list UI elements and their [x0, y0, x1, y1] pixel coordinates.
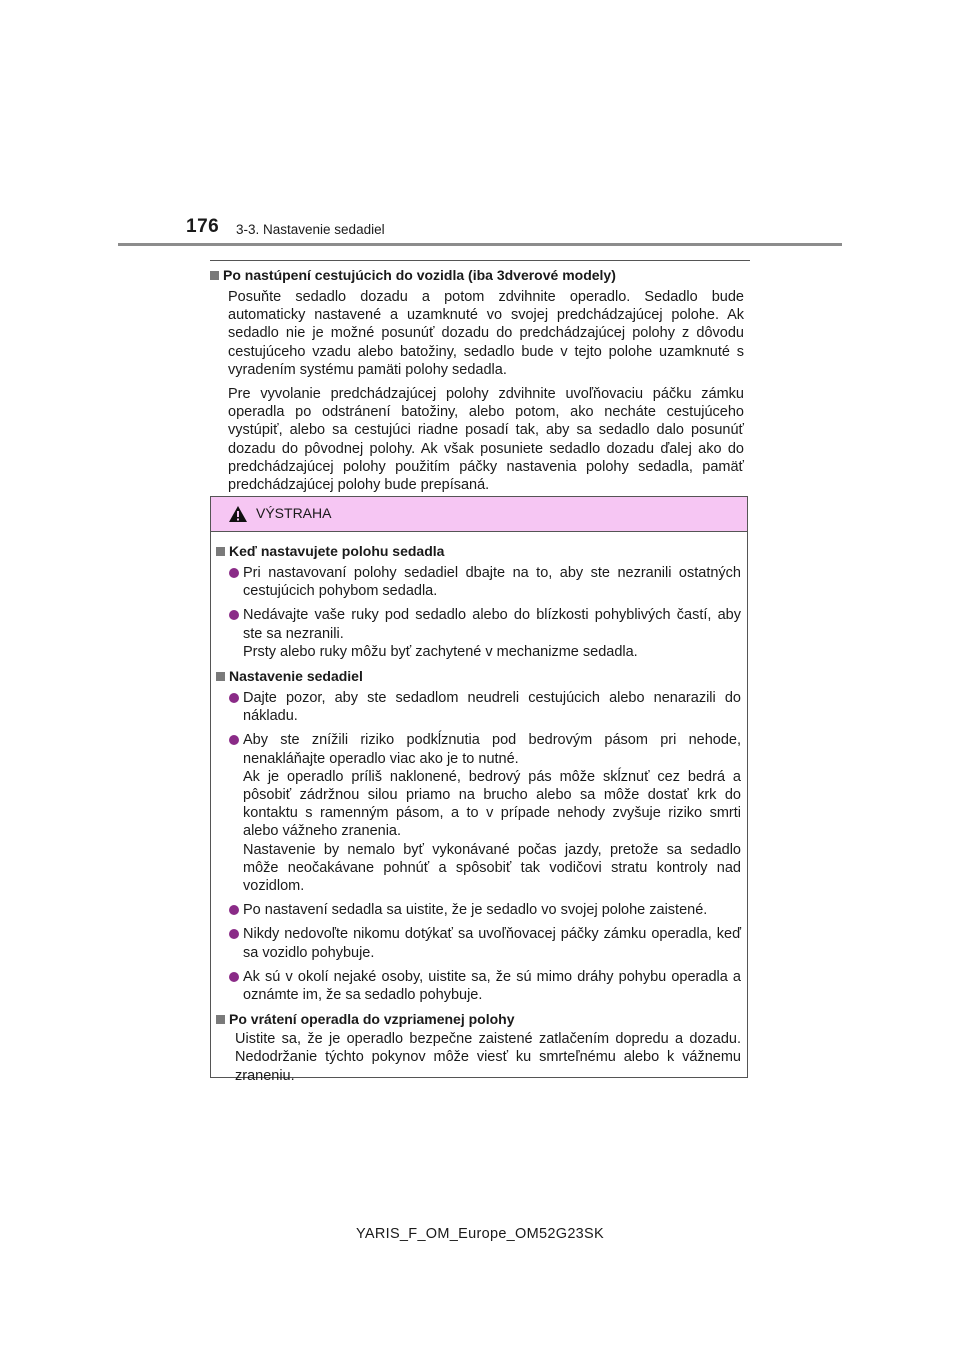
intro-paragraph: Pre vyvolanie predchádzajúcej polohy zdvihnite uvoľňovaciu páčku zámku operadla po odstránení batožiny, alebo potom, ako necháte cestujúceho vystúpiť, alebo sa cestujúci riadne posadí tak, aby sa sedadlo dalo posunúť dozadu do pôvodnej polohy. Ak však posuniete sedadlo dozadu ďalej ako do predchádzajúcej polohy použitím páčky nastavenia polohy sedadla, pamäť predchádzajúcej polohy bude prepísaná.	[228, 386, 744, 494]
warning-item-text: Pri nastavovaní polohy sedadiel dbajte na to, aby ste nezranili ostatných cestujúcich pohybom sedadla.	[243, 565, 741, 600]
warning-body	[211, 532, 747, 1085]
bullet-dot-icon	[229, 568, 239, 578]
warning-item	[216, 968, 741, 1004]
warning-item	[216, 925, 741, 961]
bullet-dot-icon	[229, 693, 239, 703]
square-bullet-icon	[216, 672, 225, 681]
warning-item-text: Nikdy nedovoľte nikomu dotýkať sa uvoľňovacej páčky zámku operadla, keď sa vozidlo pohybuje.	[243, 926, 741, 961]
warning-final-text: Uistite sa, že je operadlo bezpečne zaistené zatlačením dopredu a dozadu. Nedodržanie týchto pokynov môže viesť ku smrteľnému alebo k vážnemu zraneniu.	[235, 1031, 741, 1084]
header-rule	[118, 243, 842, 246]
intro-heading	[210, 266, 744, 284]
intro-paragraph: Posuňte sedadlo dozadu a potom zdvihnite operadlo. Sedadlo bude automaticky nastavené a uzamknuté vo svojej predchádzajúcej polohe. Ak sedadlo nie je možné posunúť dozadu do predchádzajúcej polohy z dôvodu cestujúceho vzadu alebo batožiny, sedadlo bude v tejto polohe uzamknuté s vyradením systému pamäti polohy sedadla.	[228, 289, 744, 378]
warning-item	[216, 731, 741, 895]
content-top-rule	[210, 260, 750, 261]
intro-heading-text: Po nastúpení cestujúcich do vozidla (iba 3dverové modely)	[223, 267, 616, 283]
warning-item-text: Ak je operadlo príliš naklonené, bedrový pás môže skĺznuť cez bedrá a pôsobiť zádržnou silou priamo na brucho alebo sa môže dostať krk do kontaktu s ramenným pásom, a to v prípade nehody zvyšuje riziko smrti alebo vážneho zranenia.	[243, 768, 741, 840]
intro-section	[210, 266, 744, 500]
bullet-dot-icon	[229, 610, 239, 620]
bullet-dot-icon	[229, 905, 239, 915]
warning-item-text: Prsty alebo ruky môžu byť zachytené v mechanizme sedadla.	[243, 643, 638, 660]
bullet-dot-icon	[229, 929, 239, 939]
square-bullet-icon	[216, 1015, 225, 1024]
square-bullet-icon	[216, 547, 225, 556]
warning-item-text: Nastavenie by nemalo byť vykonávané počas jazdy, pretože sa sedadlo môže neočakávane pohnúť a spôsobiť tak vodičovi stratu kontroly nad vozidlom.	[243, 841, 741, 895]
square-bullet-icon	[210, 271, 219, 280]
warning-title: VÝSTRAHA	[256, 505, 332, 521]
warning-item-text: Po nastavení sedadla sa uistite, že je sedadlo vo svojej polohe zaistené.	[243, 902, 708, 919]
warning-item	[216, 564, 741, 600]
page-number: 176	[186, 216, 220, 237]
warning-header	[211, 497, 747, 532]
footer-code: YARIS_F_OM_Europe_OM52G23SK	[355, 1226, 604, 1242]
warning-triangle-icon	[228, 505, 248, 523]
warning-item-text: Aby ste znížili riziko podkĺznutia pod bedrovým pásom pri nehode, nenakláňajte operadlo viac ako je to nutné.	[243, 732, 741, 767]
warning-item-text: Nedávajte vaše ruky pod sedadlo alebo do blízkosti pohyblivých častí, aby ste sa nezranili.	[243, 607, 741, 642]
warning-heading	[216, 667, 741, 685]
warning-heading-text: Nastavenie sedadiel	[229, 668, 363, 685]
warning-item-text: Dajte pozor, aby ste sedadlom neudreli cestujúcich alebo nenarazili do nákladu.	[243, 690, 741, 725]
warning-item	[216, 689, 741, 725]
section-title: 3-3. Nastavenie sedadiel	[236, 222, 385, 237]
bullet-dot-icon	[229, 735, 239, 745]
warning-heading-text: Keď nastavujete polohu sedadla	[229, 543, 445, 559]
bullet-dot-icon	[229, 972, 239, 982]
warning-item-text: Ak sú v okolí nejaké osoby, uistite sa, že sú mimo dráhy pohybu operadla a oznámte im, že sa sedadlo pohybuje.	[243, 968, 741, 1004]
warning-item	[216, 606, 741, 661]
warning-item	[216, 901, 741, 919]
warning-heading	[216, 542, 741, 560]
warning-heading-text: Po vrátení operadla do vzpriamenej polohy	[229, 1011, 515, 1028]
warning-heading	[216, 1010, 741, 1028]
warning-box	[210, 496, 748, 1084]
